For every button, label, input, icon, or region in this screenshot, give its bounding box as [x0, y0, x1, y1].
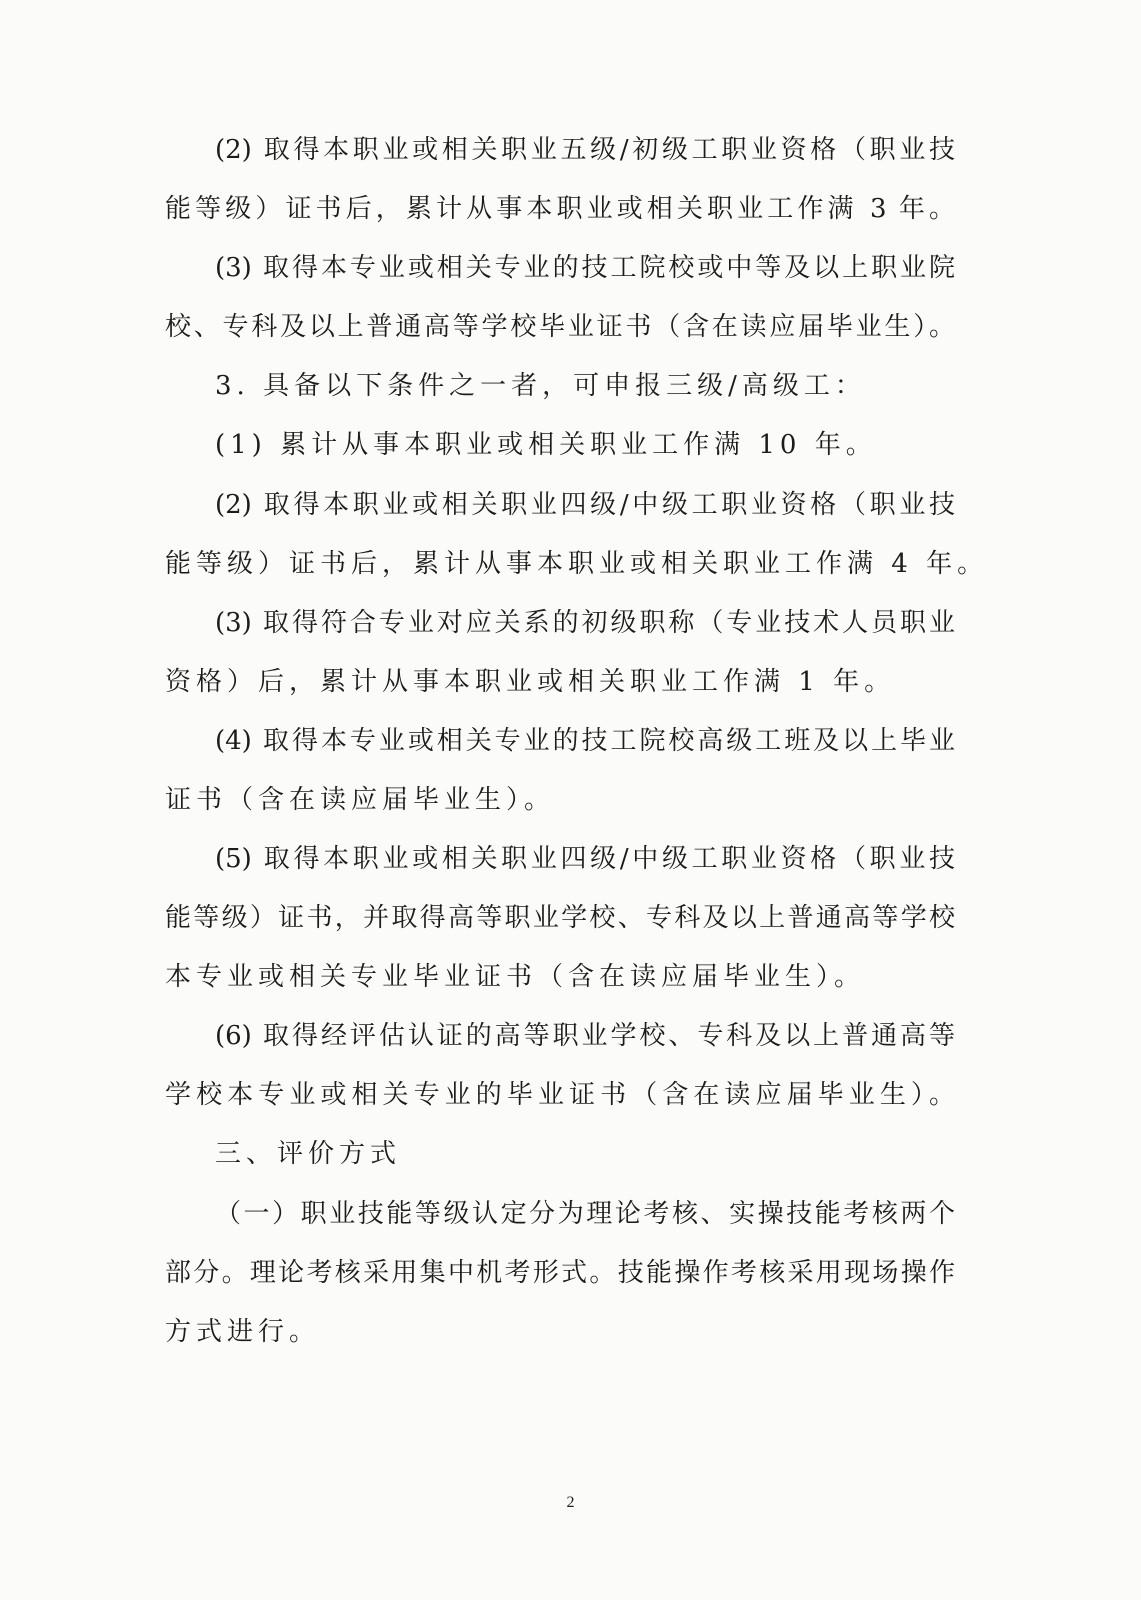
text-line: 校、专科及以上普通高等学校毕业证书（含在读应届毕业生）。: [165, 312, 955, 342]
page-number: 2: [566, 1494, 575, 1511]
text-line: (3) 取得符合专业对应关系的初级职称（专业技术人员职业: [215, 608, 955, 638]
text-line: (2) 取得本职业或相关职业五级/初级工职业资格（职业技: [215, 135, 955, 165]
text-line: 本专业或相关专业毕业证书（含在读应届毕业生）。: [165, 962, 866, 992]
text-line: (3) 取得本专业或相关专业的技工院校或中等及以上职业院: [215, 253, 955, 283]
text-line: 资格）后，累计从事本职业或相关职业工作满 1 年。: [165, 667, 896, 697]
text-line: 能等级）证书后，累计从事本职业或相关职业工作满 4 年。: [165, 549, 989, 579]
text-line: (5) 取得本职业或相关职业四级/中级工职业资格（职业技: [215, 844, 955, 874]
text-line: 证书（含在读应届毕业生）。: [165, 785, 556, 815]
text-line: 能等级）证书后，累计从事本职业或相关职业工作满 3 年。: [165, 194, 955, 224]
text-line: (1) 累计从事本职业或相关职业工作满 10 年。: [215, 430, 877, 460]
text-line: 部分。理论考核采用集中机考形式。技能操作考核采用现场操作: [165, 1258, 955, 1288]
text-line: 方式进行。: [165, 1317, 321, 1347]
section-heading: 三、评价方式: [215, 1139, 402, 1169]
text-line: (6) 取得经评估认证的高等职业学校、专科及以上普通高等: [215, 1021, 955, 1051]
text-line: （一）职业技能等级认定分为理论考核、实操技能考核两个: [215, 1199, 955, 1229]
text-line: 学校本专业或相关专业的毕业证书（含在读应届毕业生）。: [165, 1080, 955, 1110]
text-line: (4) 取得本专业或相关专业的技工院校高级工班及以上毕业: [215, 726, 955, 756]
text-line: 3. 具备以下条件之一者，可申报三级/高级工：: [215, 371, 866, 401]
text-line: (2) 取得本职业或相关职业四级/中级工职业资格（职业技: [215, 490, 955, 520]
text-line: 能等级）证书，并取得高等职业学校、专科及以上普通高等学校: [165, 903, 955, 933]
